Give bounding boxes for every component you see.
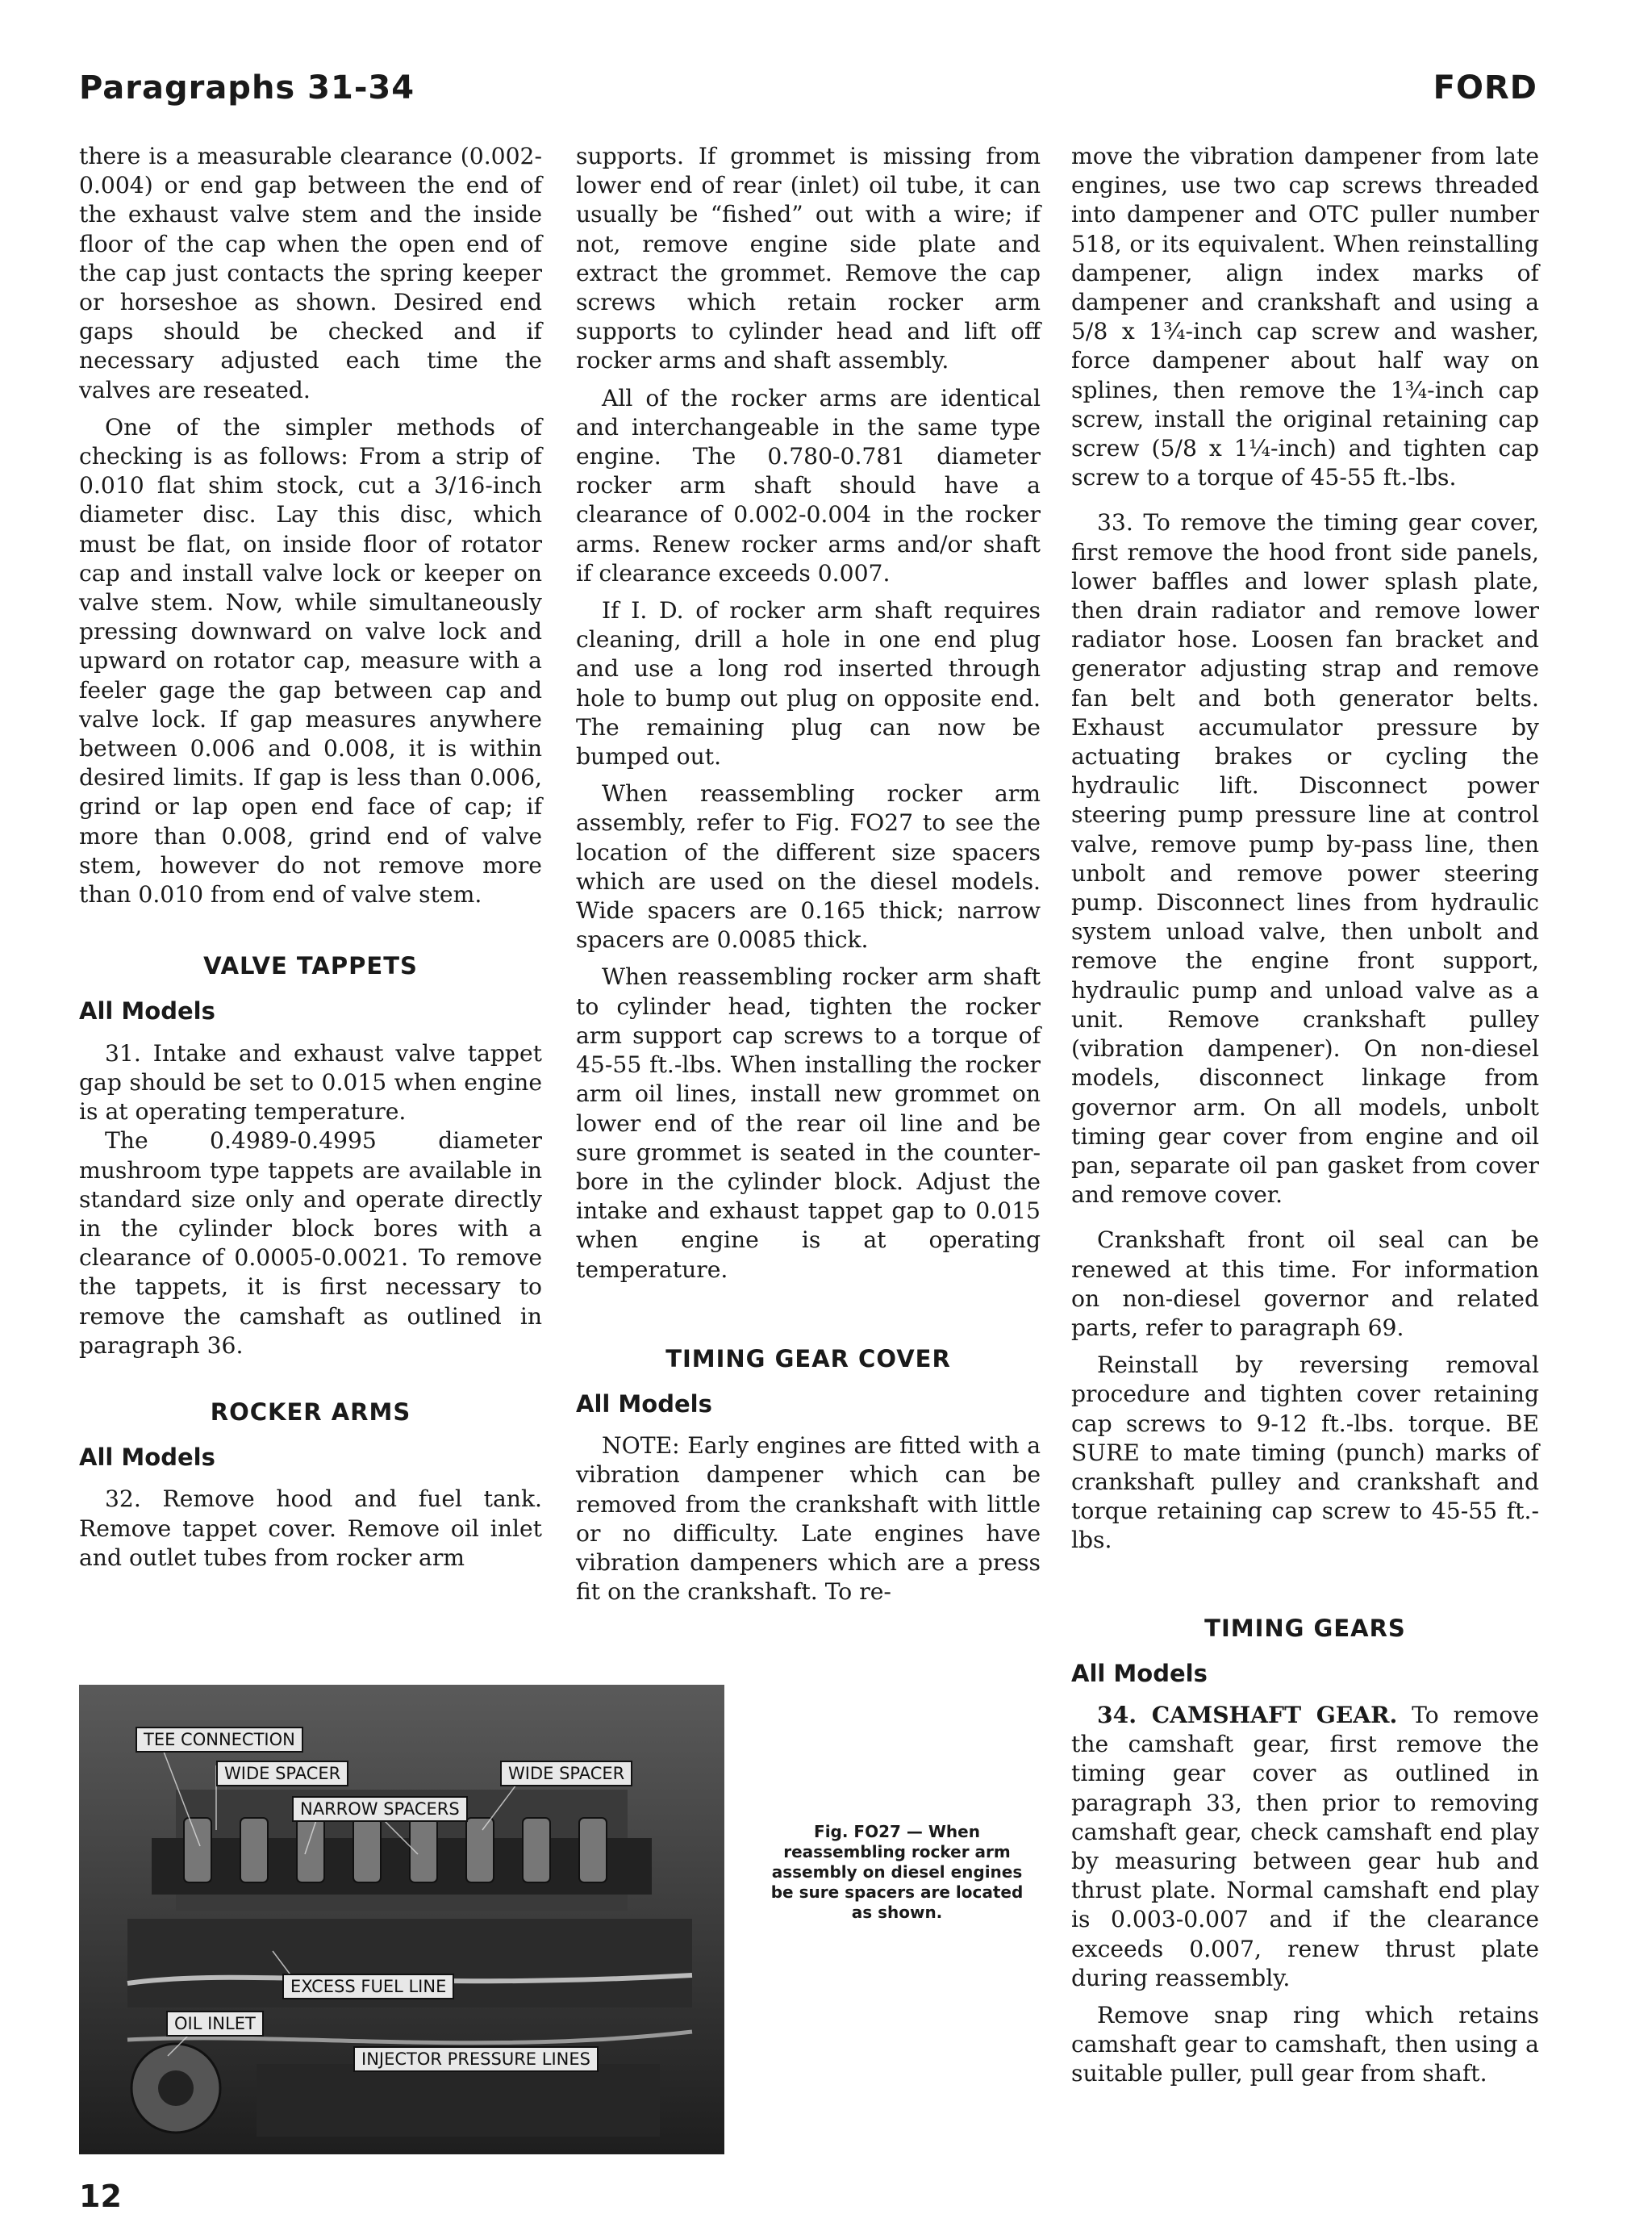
subheading-all-models: All Models bbox=[576, 1389, 712, 1418]
paragraph: All of the rocker arms are identical and interchangeable in the same type engine. The 0.780-0.781 diameter rocker arm shaft should have a clearance of 0.002-0.004 in the rocker arms. Renew rocker arms and/or shaft if clearance exceeds 0.007. bbox=[576, 384, 1041, 587]
paragraph: move the vibration dampener from late engines, use two cap screws threaded into dampener and OTC puller number 518, or its equivalent. When reinstalling dampener, align index marks of dampener and crankshaft and using a 5/8 x 1¾-inch cap screw and washer, force dampener about half way on splines, then remove the 1¾-inch cap screw, install the original retaining cap screw (5/8 x 1¼-inch) and tighten cap screw to a torque of 45-55 ft.-lbs. bbox=[1071, 143, 1539, 491]
paragraph: The 0.4989-0.4995 diameter mushroom type tappets are available in standard size only and operate directly in the cylinder block bores with a clearance of 0.0005-0.0021. To remove the tappets, it is first necessary to remove the camshaft as outlined in paragraph 36. bbox=[79, 1127, 542, 1359]
paragraph: there is a measurable clearance (0.002-0.004) or end gap between the end of the exhaust valve stem and the inside floor of the cap when the open end of the cap just contacts the spring keeper or horseshoe as shown. Desired end gaps should be checked and if necessary adjusted each time the valves are reseated. bbox=[79, 143, 542, 403]
engine-photo-illustration bbox=[79, 1685, 724, 2154]
figure-fo27-photo bbox=[79, 1685, 724, 2154]
paragraph-31: 31. Intake and exhaust valve tappet gap should be set to 0.015 when engine is at operating temperature. bbox=[79, 1039, 542, 1126]
subheading-all-models: All Models bbox=[79, 1443, 215, 1472]
paragraph: Reinstall by reversing removal procedure and tighten cover retaining cap screws to 9-12 ft.-lbs. torque. BE SURE to mate timing (punch) marks of crankshaft pulley and crankshaft and torque retaining cap screw to 45-55 ft.-lbs. bbox=[1071, 1352, 1539, 1554]
column-1 bbox=[79, 142, 542, 1573]
column-2 bbox=[576, 142, 1041, 1606]
paragraph: When reassembling rocker arm assembly, refer to Fig. FO27 to see the location of the different size spacers which are used on the diesel models. Wide spacers are 0.165 thick; narrow spacers are 0.0085 thick. bbox=[576, 780, 1041, 954]
column-3 bbox=[1071, 142, 1539, 2089]
paragraph: If I. D. of rocker arm shaft requires cleaning, drill a hole in one end plug and use a long rod inserted through hole to bump out plug on opposite end. The remaining plug can now be bumped out. bbox=[576, 597, 1041, 771]
paragraph-32: 32. Remove hood and fuel tank. Remove tappet cover. Remove oil inlet and outlet tubes from rocker arm bbox=[79, 1485, 542, 1571]
paragraph: One of the simpler methods of checking is as follows: From a strip of 0.010 flat shim stock, cut a 3/16-inch diameter disc. Lay this disc, which must be flat, on inside floor of rotator cap and install valve lock or keeper on valve stem. Now, while simultaneously pressing downward on valve lock and upward on rotator cap, measure with a feeler gage the gap between cap and valve lock. If gap measures anywhere between 0.006 and 0.008, it is within desired limits. If gap is less than 0.006, grind or lap open end face of cap; if more than 0.008, grind end of valve stem, however do not remove more than 0.010 from end of valve stem. bbox=[79, 413, 542, 909]
paragraph-34-body: To remove the camshaft gear, first remove the timing gear cover as outlined in paragraph 33, then prior to removing camshaft gear, check camshaft end play by measuring between gear hub and thrust plate. Normal camshaft end play is 0.003-0.007 and if the clearance exceeds 0.007, renew thrust plate during reassembly. bbox=[1071, 1701, 1539, 1991]
label-wide-spacer-right: WIDE SPACER bbox=[500, 1761, 632, 1786]
section-heading-valve-tappets: VALVE TAPPETS bbox=[203, 952, 418, 980]
paragraph: When reassembling rocker arm shaft to cylinder head, tighten the rocker arm support cap screws to a torque of 45-55 ft.-lbs. When installing the rocker arm oil lines, install new grommet on lower end of the rear oil line and be sure grommet is seated in the counter-bore in the cylinder block. Adjust the intake and exhaust tappet gap to 0.015 when engine is at operating temperature. bbox=[576, 963, 1041, 1283]
paragraph: Crankshaft front oil seal can be renewed at this time. For information on non-diesel governor and related parts, refer to paragraph 69. bbox=[1071, 1226, 1539, 1341]
label-narrow-spacers: NARROW SPACERS bbox=[292, 1796, 468, 1822]
label-wide-spacer-left: WIDE SPACER bbox=[216, 1761, 348, 1786]
section-heading-timing-gears: TIMING GEARS bbox=[1204, 1614, 1406, 1642]
running-header-right: FORD bbox=[1433, 69, 1537, 107]
subheading-all-models: All Models bbox=[1071, 1659, 1208, 1687]
section-heading-rocker-arms: ROCKER ARMS bbox=[210, 1398, 411, 1426]
label-excess-fuel-line: EXCESS FUEL LINE bbox=[282, 1974, 454, 1999]
paragraph-33: 33. To remove the timing gear cover, first remove the hood front side panels, lower baffles and lower splash plate, then drain radiator and remove lower radiator hose. Loosen fan bracket and generator adjusting strap and remove fan belt and both generator belts. Exhaust accumulator pressure by actuating brakes or cycling the hydraulic lift. Disconnect power steering pump pressure line at control valve, remove pump by-pass line, then unbolt and remove power steering pump. Disconnect lines from hydraulic system unload valve, then unbolt and remove the engine front support, hydraulic pump and unload valve as a unit. Remove crankshaft pulley (vibration dampener). On non-diesel models, disconnect linkage from governor arm. On all models, unbolt timing gear cover from engine and oil pan, separate oil pan gasket from cover and remove cover. bbox=[1071, 509, 1539, 1209]
label-tee-connection: TEE CONNECTION bbox=[136, 1727, 303, 1753]
paragraph-34 bbox=[1071, 1701, 1539, 1993]
section-heading-timing-gear-cover: TIMING GEAR COVER bbox=[665, 1344, 951, 1372]
paragraph: Remove snap ring which retains camshaft gear to camshaft, then using a suitable puller, pull gear from shaft. bbox=[1071, 2001, 1539, 2087]
paragraph: supports. If grommet is missing from lower end of rear (inlet) oil tube, it can usually be “fished” out with a wire; if not, remove engine side plate and extract the grommet. Remove the cap screws which retain rocker arm supports to cylinder head and lift off rocker arms and shaft assembly. bbox=[576, 143, 1041, 374]
label-oil-inlet: OIL INLET bbox=[166, 2011, 264, 2037]
paragraph-note: NOTE: Early engines are fitted with a vibration dampener which can be removed from the crankshaft with little or no difficulty. Late engines have vibration dampeners which are a press fit on the crankshaft. To re- bbox=[576, 1432, 1041, 1606]
paragraph-34-lead: 34. CAMSHAFT GEAR. bbox=[1097, 1701, 1398, 1728]
figure-caption: Fig. FO27 — When reassembling rocker arm assembly on diesel engines be sure spacers are located as shown. bbox=[770, 1822, 1024, 1922]
running-header-left: Paragraphs 31-34 bbox=[79, 69, 415, 107]
page-number: 12 bbox=[79, 2179, 122, 2214]
subheading-all-models: All Models bbox=[79, 997, 215, 1026]
label-injector-pressure-lines: INJECTOR PRESSURE LINES bbox=[353, 2046, 599, 2072]
